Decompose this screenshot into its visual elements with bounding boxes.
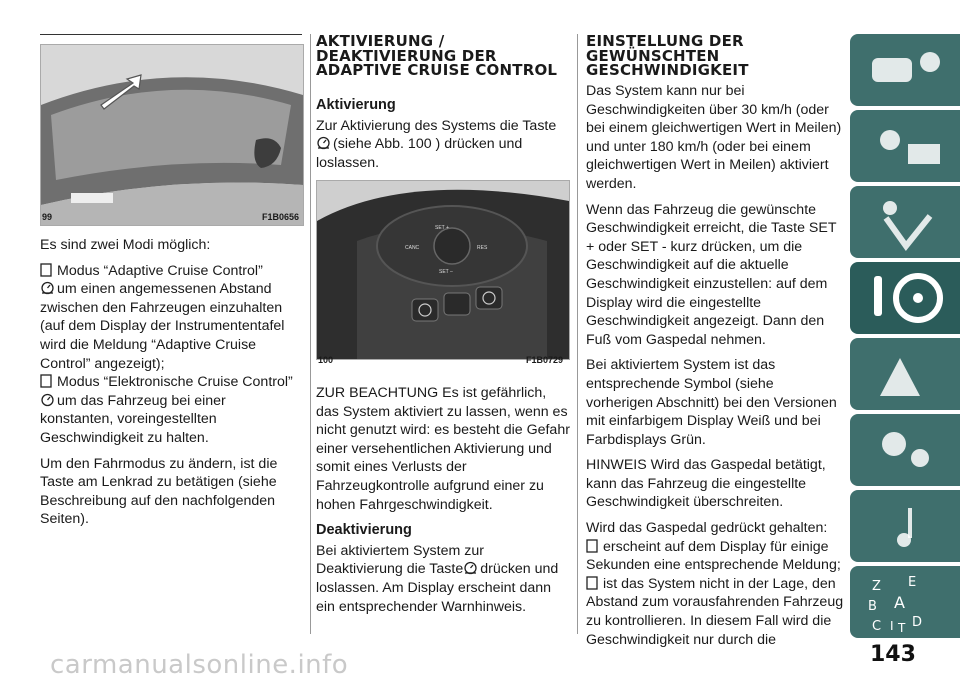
index-letter: I bbox=[890, 619, 894, 633]
tab-multimedia[interactable] bbox=[850, 490, 960, 562]
deactivation-text-a: Bei aktiviertem System zur Deaktivierung die Taste bbox=[316, 542, 484, 578]
speed-range-text: Das System kann nur bei Geschwindigkeiten über 30 km/h (oder bei einem gleichwertigen Wert in Meilen) und unter 180 km/h (oder bei einem gleichwertigen Wert in Meilen) aktiviert werden. bbox=[586, 83, 842, 192]
tab-warning-lights[interactable] bbox=[850, 110, 960, 182]
activation-section bbox=[316, 96, 570, 179]
index-letter: B bbox=[868, 599, 877, 614]
steering-wheel-illustration bbox=[317, 181, 569, 359]
switch-mode-text: Um den Fahrmodus zu ändern, ist die Taste am Lenkrad zu betätigen (siehe Beschreibung auf den nachfolgenden Seiten). bbox=[40, 455, 278, 528]
set-speed-text: Wenn das Fahrzeug die gewünschte Geschwindigkeit erreicht, die Taste SET + oder SET - kurz drücken, um die Geschwindigkeit auf die aktuelle Geschwindigkeit einzustellen: auf dem Display wird die eingestellte Geschwindigkeit angezeigt. Dann den Fuß vom Gaspedal nehmen. bbox=[586, 201, 837, 348]
mode2-description: um das Fahrzeug bei einer konstanten, voreingestellten Geschwindigkeit zu halten. bbox=[40, 392, 226, 446]
speed-setting-heading: EINSTELLUNG DER GEWÜNSCHTEN GESCHWINDIGKEIT bbox=[586, 32, 749, 79]
activation-subheading: Aktivierung bbox=[316, 97, 396, 113]
deactivation-text-b: drücken und loslassen. Am Display erscheint dann ein entsprechender Warnhinweis. bbox=[316, 561, 559, 615]
figure-100-number: 100 bbox=[318, 355, 334, 365]
gears-icon bbox=[850, 414, 960, 486]
canc-label: CANC bbox=[405, 245, 420, 251]
set-minus-label: SET – bbox=[439, 269, 453, 275]
index-letter: C bbox=[872, 619, 882, 634]
cruise-button-icon bbox=[463, 561, 478, 575]
seat-safety-icon bbox=[850, 186, 960, 258]
bullet-icon bbox=[586, 576, 601, 590]
figure-99-code: F1B0656 bbox=[262, 212, 300, 222]
figure-99-number: 99 bbox=[42, 212, 53, 222]
col3-text bbox=[586, 82, 844, 649]
figure-99 bbox=[40, 44, 304, 226]
tab-maintenance[interactable] bbox=[850, 414, 960, 486]
res-label: RES bbox=[477, 245, 488, 251]
alphabet-index-icon bbox=[850, 566, 960, 638]
mode2-title: Modus “Elektronische Cruise Control” bbox=[57, 374, 293, 391]
index-letter: T bbox=[898, 621, 906, 635]
page-number: 143 bbox=[870, 642, 916, 667]
accelerator-note: HINWEIS Wird das Gaspedal betätigt, kann das Fahrzeug die eingestellte Geschwindigkeit überschreiten. bbox=[586, 457, 826, 511]
activation-text-b: (siehe Abb. 100 ) drücken und loslassen. bbox=[316, 136, 523, 171]
index-letter: A bbox=[894, 593, 905, 612]
accelerator-held-text: Wird das Gaspedal gedrückt gehalten: bbox=[586, 520, 828, 537]
index-letter: D bbox=[912, 615, 923, 630]
windshield-camera-illustration bbox=[41, 45, 303, 225]
bullet-message: erscheint auf dem Display für einige Sekunden eine entsprechende Meldung; bbox=[586, 538, 841, 574]
tab-index[interactable] bbox=[850, 566, 960, 638]
steering-wheel-key-icon bbox=[850, 262, 960, 334]
music-note-icon bbox=[850, 490, 960, 562]
column-separator bbox=[310, 34, 311, 634]
bullet-icon bbox=[40, 263, 55, 277]
warning-text: ZUR BEACHTUNG Es ist gefährlich, das System aktiviert zu lassen, wenn es nicht genutzt wird: es besteht die Gefahr einer versehentlichen Aktivierung und somit eines Verlusts der Fahrzeugkontrolle aufgrund einer zu hohen Fahrgeschwindigkeit. bbox=[316, 385, 570, 513]
warning-lights-icon bbox=[850, 110, 960, 182]
cruise-button-icon bbox=[316, 136, 331, 150]
tab-vehicle-info[interactable] bbox=[850, 34, 960, 106]
symbol-color-text: Bei aktiviertem System ist das entsprechende Symbol (siehe vorherigen Abschnitt) bei den Versionen mit einfarbigem Display Weiß und bei Farbdisplays Grün. bbox=[586, 357, 837, 448]
figure-100 bbox=[316, 180, 570, 360]
col1-text bbox=[40, 236, 302, 536]
top-rule bbox=[40, 34, 302, 35]
col2-lower-text bbox=[316, 384, 570, 623]
tab-emergency[interactable] bbox=[850, 338, 960, 410]
mode1-title: Modus “Adaptive Cruise Control” bbox=[57, 262, 263, 279]
watermark: carmanualsonline.info bbox=[50, 650, 349, 680]
activation-heading: AKTIVIERUNG / DEAKTIVIERUNG DER ADAPTIVE CRUISE CONTROL bbox=[316, 32, 558, 79]
emergency-triangle-icon bbox=[850, 338, 960, 410]
set-plus-label: SET + bbox=[435, 225, 449, 231]
intro-text: Es sind zwei Modi möglich: bbox=[40, 237, 211, 253]
tab-safety[interactable] bbox=[850, 186, 960, 258]
tab-starting-driving[interactable] bbox=[850, 262, 960, 334]
figure-100-code: F1B0729 bbox=[526, 355, 564, 365]
bullet-icon bbox=[586, 539, 601, 553]
adaptive-cruise-icon bbox=[40, 281, 55, 295]
activation-text-a: Zur Aktivierung des Systems die Taste bbox=[316, 117, 557, 134]
index-letter: Z bbox=[872, 579, 881, 594]
bullet-icon bbox=[40, 374, 55, 388]
mode1-description: um einen angemessenen Abstand zwischen den Fahrzeugen einzuhalten (auf dem Display der Instrumententafel wird die Meldung “Adaptive Cruise Control” angezeigt); bbox=[40, 281, 285, 372]
cruise-control-icon bbox=[40, 393, 55, 407]
deactivation-subheading: Deaktivierung bbox=[316, 522, 412, 539]
index-letter: E bbox=[908, 575, 917, 590]
column-separator bbox=[577, 34, 578, 634]
bullet-distance: ist das System nicht in der Lage, den Abstand zum vorausfahrenden Fahrzeug zu kontrollieren. In diesem Fall wird die Geschwindigkeit nur durch die bbox=[586, 575, 844, 648]
car-info-icon bbox=[850, 34, 960, 106]
